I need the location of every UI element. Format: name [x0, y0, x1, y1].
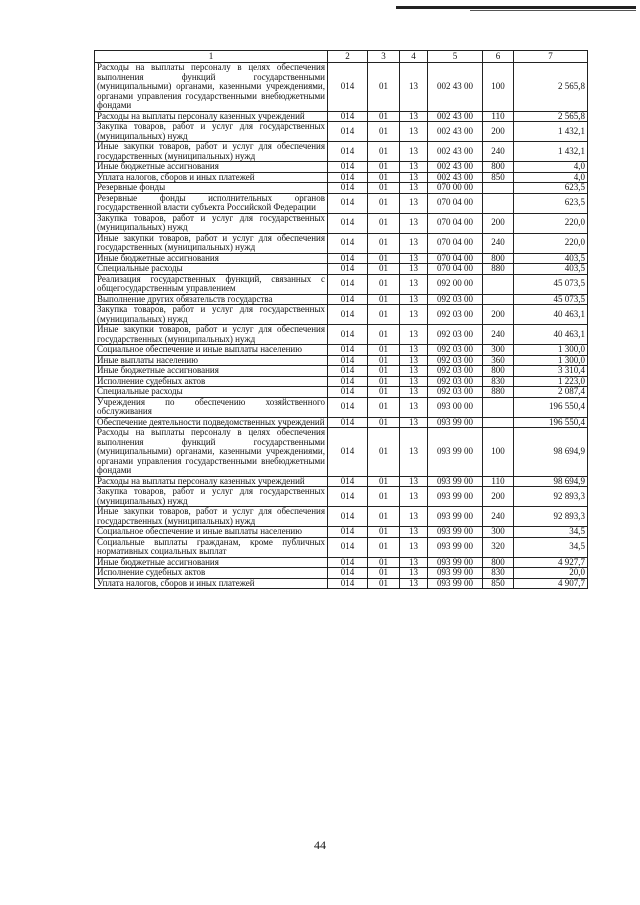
row-name: Закупка товаров, работ и услуг для государственных (муниципальных) нужд — [95, 305, 328, 325]
table-row — [95, 253, 588, 264]
row-code-ministry: 014 — [328, 417, 368, 428]
row-code-ministry: 014 — [328, 557, 368, 568]
row-amount: 1 223,0 — [514, 376, 588, 387]
header-col-4: 4 — [400, 51, 428, 63]
row-code-ministry: 014 — [328, 142, 368, 162]
row-code-target: 070 04 00 — [428, 253, 483, 264]
row-code-expense-type: 300 — [483, 527, 514, 538]
row-code-section: 01 — [368, 578, 400, 589]
row-code-target: 092 03 00 — [428, 325, 483, 345]
row-code-target: 070 00 00 — [428, 183, 483, 194]
row-code-section: 01 — [368, 213, 400, 233]
row-code-target: 093 00 00 — [428, 397, 483, 417]
row-code-section: 01 — [368, 111, 400, 122]
row-code-subsection: 13 — [400, 527, 428, 538]
row-code-ministry: 014 — [328, 193, 368, 213]
row-amount: 98 694,9 — [514, 428, 588, 477]
row-name: Иные бюджетные ассигнования — [95, 366, 328, 377]
row-name: Закупка товаров, работ и услуг для государственных (муниципальных) нужд — [95, 487, 328, 507]
row-amount: 20,0 — [514, 568, 588, 579]
row-code-target: 093 99 00 — [428, 537, 483, 557]
row-amount: 40 463,1 — [514, 305, 588, 325]
row-code-section: 01 — [368, 355, 400, 366]
row-name: Иные закупки товаров, работ и услуг для обеспечения государственных (муниципальных) нужд — [95, 233, 328, 253]
row-amount: 34,5 — [514, 527, 588, 538]
row-code-expense-type: 880 — [483, 387, 514, 398]
row-code-subsection: 13 — [400, 325, 428, 345]
row-code-ministry: 014 — [328, 487, 368, 507]
table-row — [95, 578, 588, 589]
row-code-target: 093 99 00 — [428, 527, 483, 538]
table-row — [95, 507, 588, 527]
row-code-expense-type: 240 — [483, 325, 514, 345]
row-code-ministry: 014 — [328, 537, 368, 557]
row-code-subsection: 13 — [400, 111, 428, 122]
header-col-1: 1 — [95, 51, 328, 63]
row-code-target: 093 99 00 — [428, 476, 483, 487]
row-code-section: 01 — [368, 122, 400, 142]
row-code-subsection: 13 — [400, 294, 428, 305]
row-code-expense-type: 110 — [483, 476, 514, 487]
row-name: Уплата налогов, сборов и иных платежей — [95, 578, 328, 589]
row-code-expense-type — [483, 417, 514, 428]
row-code-subsection: 13 — [400, 305, 428, 325]
row-code-ministry: 014 — [328, 345, 368, 356]
row-code-section: 01 — [368, 507, 400, 527]
row-amount: 220,0 — [514, 213, 588, 233]
row-code-target: 070 04 00 — [428, 264, 483, 275]
row-name: Учреждения по обеспечению хозяйственного обслуживания — [95, 397, 328, 417]
row-code-subsection: 13 — [400, 142, 428, 162]
row-code-subsection: 13 — [400, 417, 428, 428]
table-row — [95, 63, 588, 112]
row-code-subsection: 13 — [400, 557, 428, 568]
table-row — [95, 325, 588, 345]
row-code-ministry: 014 — [328, 122, 368, 142]
row-code-ministry: 014 — [328, 294, 368, 305]
row-code-target: 002 43 00 — [428, 111, 483, 122]
row-amount: 40 463,1 — [514, 325, 588, 345]
row-code-subsection: 13 — [400, 428, 428, 477]
row-amount: 92 893,3 — [514, 507, 588, 527]
row-code-ministry: 014 — [328, 476, 368, 487]
row-code-ministry: 014 — [328, 264, 368, 275]
row-code-expense-type: 360 — [483, 355, 514, 366]
row-code-expense-type: 830 — [483, 568, 514, 579]
row-code-ministry: 014 — [328, 366, 368, 377]
table-row — [95, 397, 588, 417]
row-code-section: 01 — [368, 172, 400, 183]
row-code-target: 093 99 00 — [428, 487, 483, 507]
row-amount: 1 300,0 — [514, 345, 588, 356]
table-row — [95, 568, 588, 579]
row-code-expense-type: 100 — [483, 428, 514, 477]
table-body — [95, 63, 588, 589]
row-code-expense-type: 800 — [483, 253, 514, 264]
row-code-subsection: 13 — [400, 345, 428, 356]
row-code-subsection: 13 — [400, 63, 428, 112]
row-code-target: 092 03 00 — [428, 305, 483, 325]
row-code-subsection: 13 — [400, 578, 428, 589]
row-name: Специальные расходы — [95, 264, 328, 275]
row-code-subsection: 13 — [400, 172, 428, 183]
row-code-ministry: 014 — [328, 253, 368, 264]
row-code-section: 01 — [368, 345, 400, 356]
budget-table — [94, 50, 588, 589]
table-row — [95, 111, 588, 122]
table-row — [95, 274, 588, 294]
row-name: Расходы на выплаты персоналу в целях обеспечения выполнения функций государственными (муниципальными) органами, казенными учреждениями, органами управления государственными внебюджетными фондами — [95, 63, 328, 112]
row-code-subsection: 13 — [400, 366, 428, 377]
row-code-subsection: 13 — [400, 355, 428, 366]
row-code-target: 070 04 00 — [428, 213, 483, 233]
row-name: Иные бюджетные ассигнования — [95, 557, 328, 568]
row-name: Закупка товаров, работ и услуг для государственных (муниципальных) нужд — [95, 213, 328, 233]
row-code-expense-type — [483, 294, 514, 305]
row-code-section: 01 — [368, 142, 400, 162]
row-name: Закупка товаров, работ и услуг для государственных (муниципальных) нужд — [95, 122, 328, 142]
row-code-target: 093 99 00 — [428, 557, 483, 568]
row-name: Социальные выплаты гражданам, кроме публичных нормативных социальных выплат — [95, 537, 328, 557]
row-code-ministry: 014 — [328, 63, 368, 112]
row-name: Расходы на выплаты персоналу казенных учреждений — [95, 476, 328, 487]
row-name: Иные бюджетные ассигнования — [95, 253, 328, 264]
row-name: Резервные фонды исполнительных органов государственной власти субъекта Российской Федерации — [95, 193, 328, 213]
table-row — [95, 366, 588, 377]
row-code-subsection: 13 — [400, 233, 428, 253]
row-code-ministry: 014 — [328, 274, 368, 294]
table-row — [95, 213, 588, 233]
table-row — [95, 345, 588, 356]
row-code-expense-type: 850 — [483, 578, 514, 589]
row-name: Расходы на выплаты персоналу казенных учреждений — [95, 111, 328, 122]
row-code-ministry: 014 — [328, 111, 368, 122]
row-code-ministry: 014 — [328, 428, 368, 477]
row-code-ministry: 014 — [328, 162, 368, 173]
row-code-target: 093 99 00 — [428, 428, 483, 477]
row-code-expense-type: 240 — [483, 142, 514, 162]
page-number: 44 — [314, 838, 326, 852]
row-amount: 623,5 — [514, 183, 588, 194]
table-row — [95, 183, 588, 194]
row-code-target: 070 04 00 — [428, 233, 483, 253]
row-amount: 98 694,9 — [514, 476, 588, 487]
row-code-subsection: 13 — [400, 264, 428, 275]
row-name: Специальные расходы — [95, 387, 328, 398]
row-amount: 1 432,1 — [514, 122, 588, 142]
row-amount: 4,0 — [514, 172, 588, 183]
row-name: Исполнение судебных актов — [95, 568, 328, 579]
table-row — [95, 557, 588, 568]
row-name: Выполнение других обязательств государства — [95, 294, 328, 305]
row-code-target: 092 03 00 — [428, 366, 483, 377]
table-row — [95, 172, 588, 183]
row-code-target: 092 03 00 — [428, 345, 483, 356]
row-name: Социальное обеспечение и иные выплаты населению — [95, 527, 328, 538]
table-row — [95, 162, 588, 173]
row-code-ministry: 014 — [328, 568, 368, 579]
top-decorative-rule — [396, 6, 636, 9]
row-code-target: 092 03 00 — [428, 376, 483, 387]
row-amount: 2 087,4 — [514, 387, 588, 398]
row-amount: 45 073,5 — [514, 274, 588, 294]
table-row — [95, 487, 588, 507]
row-amount: 45 073,5 — [514, 294, 588, 305]
row-code-target: 092 03 00 — [428, 294, 483, 305]
table-row — [95, 537, 588, 557]
row-code-target: 093 99 00 — [428, 507, 483, 527]
row-amount: 2 565,8 — [514, 111, 588, 122]
table-row — [95, 122, 588, 142]
header-col-6: 6 — [483, 51, 514, 63]
row-code-section: 01 — [368, 557, 400, 568]
row-name: Иные выплаты населению — [95, 355, 328, 366]
row-amount: 1 300,0 — [514, 355, 588, 366]
row-code-section: 01 — [368, 568, 400, 579]
row-code-section: 01 — [368, 233, 400, 253]
row-name: Иные закупки товаров, работ и услуг для обеспечения государственных (муниципальных) нужд — [95, 325, 328, 345]
header-col-3: 3 — [368, 51, 400, 63]
row-code-section: 01 — [368, 193, 400, 213]
row-code-expense-type: 240 — [483, 233, 514, 253]
row-code-expense-type: 200 — [483, 305, 514, 325]
row-code-section: 01 — [368, 428, 400, 477]
row-code-ministry: 014 — [328, 213, 368, 233]
row-code-expense-type: 110 — [483, 111, 514, 122]
row-code-section: 01 — [368, 366, 400, 377]
header-col-2: 2 — [328, 51, 368, 63]
row-code-target: 092 03 00 — [428, 387, 483, 398]
row-code-ministry: 014 — [328, 387, 368, 398]
row-code-section: 01 — [368, 253, 400, 264]
table-row — [95, 387, 588, 398]
row-code-section: 01 — [368, 264, 400, 275]
row-code-ministry: 014 — [328, 527, 368, 538]
row-code-expense-type: 800 — [483, 162, 514, 173]
row-name: Реализация государственных функций, связанных с общегосударственным управлением — [95, 274, 328, 294]
row-code-section: 01 — [368, 294, 400, 305]
row-code-ministry: 014 — [328, 507, 368, 527]
row-amount: 4 927,7 — [514, 557, 588, 568]
row-name: Исполнение судебных актов — [95, 376, 328, 387]
row-amount: 3 310,4 — [514, 366, 588, 377]
row-code-expense-type — [483, 183, 514, 194]
row-code-subsection: 13 — [400, 537, 428, 557]
row-code-section: 01 — [368, 387, 400, 398]
row-code-section: 01 — [368, 376, 400, 387]
row-code-ministry: 014 — [328, 305, 368, 325]
row-code-subsection: 13 — [400, 568, 428, 579]
row-code-section: 01 — [368, 417, 400, 428]
row-code-section: 01 — [368, 325, 400, 345]
row-code-expense-type: 300 — [483, 345, 514, 356]
row-amount: 623,5 — [514, 193, 588, 213]
row-code-expense-type: 100 — [483, 63, 514, 112]
row-code-expense-type: 850 — [483, 172, 514, 183]
row-code-section: 01 — [368, 183, 400, 194]
table-row — [95, 428, 588, 477]
row-code-subsection: 13 — [400, 507, 428, 527]
table-row — [95, 142, 588, 162]
row-amount: 196 550,4 — [514, 397, 588, 417]
row-code-ministry: 014 — [328, 376, 368, 387]
row-code-section: 01 — [368, 63, 400, 112]
table-row — [95, 417, 588, 428]
table-row — [95, 376, 588, 387]
row-code-section: 01 — [368, 487, 400, 507]
row-code-subsection: 13 — [400, 476, 428, 487]
table-row — [95, 355, 588, 366]
row-code-section: 01 — [368, 305, 400, 325]
row-amount: 403,5 — [514, 264, 588, 275]
table-row — [95, 264, 588, 275]
table-row — [95, 476, 588, 487]
row-code-subsection: 13 — [400, 183, 428, 194]
row-code-expense-type: 880 — [483, 264, 514, 275]
row-code-subsection: 13 — [400, 274, 428, 294]
table-row — [95, 233, 588, 253]
row-code-subsection: 13 — [400, 193, 428, 213]
table-row — [95, 527, 588, 538]
row-code-ministry: 014 — [328, 233, 368, 253]
table-row — [95, 305, 588, 325]
row-code-expense-type — [483, 274, 514, 294]
row-amount: 1 432,1 — [514, 142, 588, 162]
row-code-expense-type: 200 — [483, 213, 514, 233]
row-code-ministry: 014 — [328, 578, 368, 589]
row-amount: 2 565,8 — [514, 63, 588, 112]
row-code-ministry: 014 — [328, 172, 368, 183]
row-code-target: 002 43 00 — [428, 172, 483, 183]
row-code-subsection: 13 — [400, 487, 428, 507]
row-name: Резервные фонды — [95, 183, 328, 194]
row-code-subsection: 13 — [400, 162, 428, 173]
row-code-target: 002 43 00 — [428, 142, 483, 162]
row-code-section: 01 — [368, 162, 400, 173]
row-code-target: 070 04 00 — [428, 193, 483, 213]
row-name: Иные бюджетные ассигнования — [95, 162, 328, 173]
row-code-expense-type — [483, 397, 514, 417]
row-amount: 403,5 — [514, 253, 588, 264]
row-code-section: 01 — [368, 476, 400, 487]
row-code-ministry: 014 — [328, 397, 368, 417]
row-name: Социальное обеспечение и иные выплаты населению — [95, 345, 328, 356]
row-code-target: 092 03 00 — [428, 355, 483, 366]
row-code-expense-type: 200 — [483, 122, 514, 142]
row-code-subsection: 13 — [400, 397, 428, 417]
row-amount: 34,5 — [514, 537, 588, 557]
row-code-target: 093 99 00 — [428, 417, 483, 428]
row-code-subsection: 13 — [400, 376, 428, 387]
row-code-subsection: 13 — [400, 213, 428, 233]
row-code-expense-type: 830 — [483, 376, 514, 387]
row-code-target: 002 43 00 — [428, 122, 483, 142]
row-code-section: 01 — [368, 527, 400, 538]
row-name: Иные закупки товаров, работ и услуг для обеспечения государственных (муниципальных) нужд — [95, 507, 328, 527]
row-name: Уплата налогов, сборов и иных платежей — [95, 172, 328, 183]
row-code-expense-type: 240 — [483, 507, 514, 527]
row-code-expense-type: 800 — [483, 557, 514, 568]
row-code-target: 092 00 00 — [428, 274, 483, 294]
top-decorative-rule-thin — [470, 10, 636, 11]
row-code-ministry: 014 — [328, 183, 368, 194]
header-col-5: 5 — [428, 51, 483, 63]
row-code-target: 002 43 00 — [428, 162, 483, 173]
row-code-target: 002 43 00 — [428, 63, 483, 112]
row-code-subsection: 13 — [400, 387, 428, 398]
table-header-row — [95, 51, 588, 63]
row-name: Расходы на выплаты персоналу в целях обеспечения выполнения функций государственными (муниципальными) органами, казенными учреждениями, органами управления государственными внебюджетными фондами — [95, 428, 328, 477]
table-row — [95, 193, 588, 213]
row-code-subsection: 13 — [400, 253, 428, 264]
row-code-target: 093 99 00 — [428, 578, 483, 589]
row-code-section: 01 — [368, 274, 400, 294]
header-col-7: 7 — [514, 51, 588, 63]
row-code-ministry: 014 — [328, 325, 368, 345]
row-code-subsection: 13 — [400, 122, 428, 142]
row-code-expense-type: 800 — [483, 366, 514, 377]
row-code-section: 01 — [368, 397, 400, 417]
row-code-ministry: 014 — [328, 355, 368, 366]
row-code-target: 093 99 00 — [428, 568, 483, 579]
row-code-expense-type: 200 — [483, 487, 514, 507]
row-amount: 4,0 — [514, 162, 588, 173]
row-name: Иные закупки товаров, работ и услуг для обеспечения государственных (муниципальных) нужд — [95, 142, 328, 162]
row-amount: 220,0 — [514, 233, 588, 253]
row-amount: 196 550,4 — [514, 417, 588, 428]
row-amount: 4 907,7 — [514, 578, 588, 589]
row-name: Обеспечение деятельности подведомственных учреждений — [95, 417, 328, 428]
row-code-expense-type: 320 — [483, 537, 514, 557]
row-code-section: 01 — [368, 537, 400, 557]
row-code-expense-type — [483, 193, 514, 213]
row-amount: 92 893,3 — [514, 487, 588, 507]
table-row — [95, 294, 588, 305]
